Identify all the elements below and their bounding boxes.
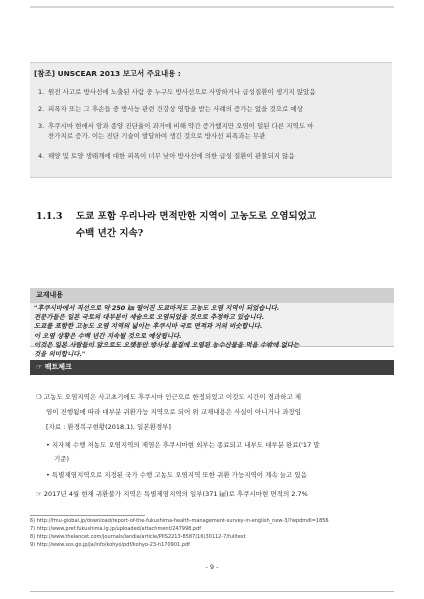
factcheck-note: ☞ 2017년 4월 현재 귀환불가 지역은 특별제염지역의 일부(371 ㎢)로 후쿠시마현 면적의 2.7% [36,490,308,498]
footnote-divider [30,515,145,516]
content-section-label: 교재내용 [36,291,64,299]
section-heading [36,208,316,242]
factcheck-bullet-line: 염이 진행됨에 따라 대부분 귀환가능 지역으로 되어 위 교재내용은 사실이 아니거나 과장임 [46,408,302,416]
content-line: 이 오염 상황은 수백 년간 지속될 것으로 예상됩니다. [34,331,182,340]
footnote: 6) http://fmu-global.jp/download/report-of-the-fukushima-health-management-survey-in-english_new-3/?wpdmdl=1856 [30,518,329,524]
heading-line1: 도쿄 포함 우리나라 면적만한 지역이 고농도로 오염되었고 [76,211,317,222]
content-line: 이것은 일본 사람들이 앞으로도 오랫동안 방사성 물질에 오염된 농수산물을 먹을 수밖에 없다는 [34,340,300,349]
content-line: 것을 의미합니다." [34,350,86,359]
factcheck-bullet-line: ❍ 고농도 오염지역은 사고초기에도 후쿠시마 인근으로 한정되었고 이것도 시간이 경과하고 제 [36,393,302,401]
content-line: 도쿄를 포함한 고농도 오염 지역의 넓이는 후쿠시마 국토 면적과 거의 비슷합니다. [34,322,263,331]
factcheck-section-header [30,360,394,375]
page-number: - 9 - [205,563,219,571]
content-line: 전문가들은 일본 국토의 대부분이 세슘으로 오염되었을 것으로 추정하고 있습니다. [34,313,265,322]
footnote: 9) http://www.sos.go.jp/ja/info/kohyo/pdf/kohyo-23-h170901.pdf [30,542,190,548]
content-quote-box [30,303,394,359]
factcheck-source: [자료 : 환경복구현황(2018.1), 일본환경부] [46,423,171,431]
factcheck-sub-item: • 특별제염지역으로 지정된 국가 수행 고농도 오염지역 또한 귀환 가능지역이 계속 늘고 있음 [46,471,307,479]
footnote: 8) http://www.thelancet.com/journals/landia/article/PIIS2213-8587(16)30112-7/fulltext [30,534,246,540]
reference-item: 1. 원전 사고로 방사선에 노출된 사람 중 누구도 방사선으로 사망하거나 급성질환이 생기지 않았음 [38,88,316,96]
factcheck-sub-item-cont: 기준) [54,455,70,463]
reference-title: [참조] UNSCEAR 2013 보고서 주요내용 : [34,69,181,78]
heading-number: 1.1.3 [36,211,63,222]
factcheck-section-label: ☞ 팩트체크 [36,363,72,371]
footnote: 7) http://www.pref.fukushima.lg.jp/uploaded/attachment/247998.pdf [30,526,202,532]
content-line: "후쿠시마에서 직선으로 약 250 ㎞ 떨어진 도쿄마저도 고농도 오염 지역이 되었습니다. [34,304,280,312]
reference-item: 4. 해양 및 토양 생태계에 대한 피폭이 너무 낮아 방사선에 의한 급성 질환이 관찰되지 않음 [38,152,295,160]
reference-item: 3. 후쿠시마 현에서 암과 종양 진단율이 과거에 비해 약간 증가했지만 오염이 덜된 다른 지역도 마 찬가지로 증가. 이는 진단 기술이 발달하여 생긴 것으로 방사선 피폭과는 무관 [38,122,314,140]
top-divider [30,6,394,8]
heading-line2: 수백 년간 지속? [76,228,144,239]
bottom-divider [30,591,394,592]
factcheck-sub-item: • 지자체 수행 저농도 오염지역의 제염은 후쿠시마현 외부는 종료되고 내부도 대부분 완료('17 말 [46,441,320,449]
reference-box [30,62,392,178]
content-section-header [30,288,394,303]
reference-item: 2. 피폭자 또는 그 후손들 중 방사능 관련 건강상 영향을 받는 사례의 증가는 없을 것으로 예상 [38,105,303,113]
